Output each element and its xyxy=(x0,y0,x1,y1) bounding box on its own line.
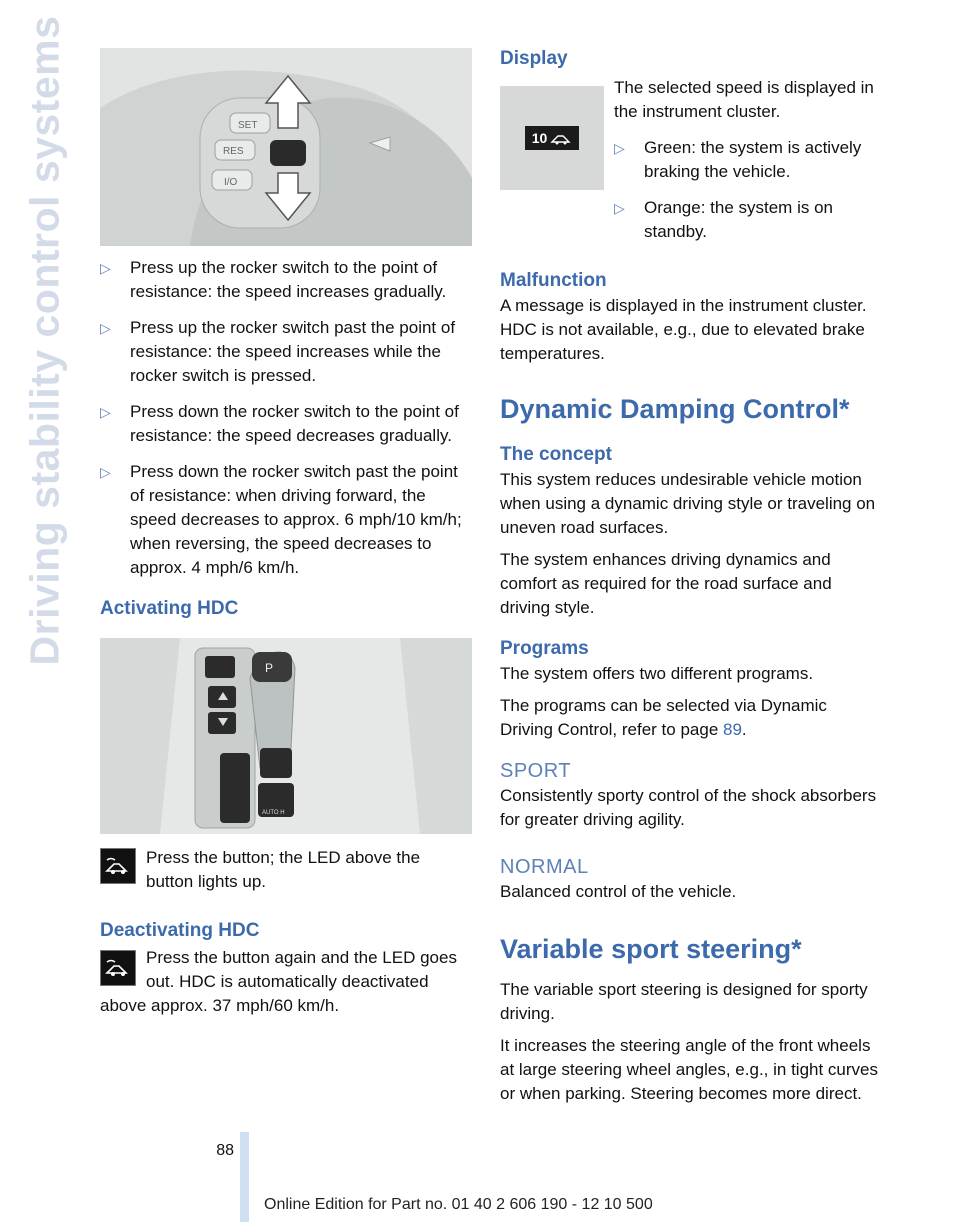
display-section xyxy=(500,76,880,256)
footer-accent-bar xyxy=(240,1132,249,1222)
res-label: RES xyxy=(223,146,244,157)
auto-hold-label: AUTO H xyxy=(262,810,285,816)
indicator-value: 10 xyxy=(531,130,548,146)
list-item xyxy=(100,400,472,448)
hdc-button-icon xyxy=(100,848,136,884)
steering-wheel-figure xyxy=(100,48,472,246)
deactivating-instruction xyxy=(100,946,472,1018)
list-item-text: Press down the rocker switch to the point of resistance: the speed decreases gradually. xyxy=(130,402,459,445)
left-column xyxy=(100,48,472,1018)
list-item xyxy=(614,196,880,244)
programs-text-2-main: The programs can be selected via Dynamic Driving Control, refer to page xyxy=(500,696,827,739)
activating-hdc-heading: Activating HDC xyxy=(100,598,239,619)
bullet-icon: ▷ xyxy=(100,404,111,420)
page-number: 88 xyxy=(216,1142,234,1159)
list-item xyxy=(614,136,880,184)
bullet-icon: ▷ xyxy=(100,320,111,336)
hdc-speed-indicator xyxy=(525,126,579,150)
right-column xyxy=(500,46,880,1106)
concept-heading: The concept xyxy=(500,444,612,465)
center-console-figure xyxy=(100,638,472,834)
io-label: I/O xyxy=(224,177,238,188)
programs-text-2 xyxy=(500,694,880,742)
park-label: P xyxy=(265,661,274,675)
display-heading: Display xyxy=(500,48,568,69)
list-item-text: Green: the system is actively braking the vehicle. xyxy=(644,138,862,181)
center-console-illustration xyxy=(100,638,472,834)
page-reference-link[interactable]: 89 xyxy=(723,720,742,739)
vss-heading: Variable sport steering* xyxy=(500,934,802,964)
programs-text-1: The system offers two different programs. xyxy=(500,664,814,683)
list-item-text: Press up the rocker switch to the point of resistance: the speed increases gradually. xyxy=(130,258,447,301)
list-item-text: Press up the rocker switch past the point of resistance: the speed increases while the rocker switch is pressed. xyxy=(130,318,456,385)
list-item-text: Press down the rocker switch past the point of resistance: when driving forward, the speed decreases to approx. 6 mph/10 km/h; when reversing, the speed decreases to approx. 4 mph/6 km/h. xyxy=(130,462,462,577)
malfunction-text: A message is displayed in the instrument cluster. HDC is not available, e.g., due to elevated brake temperatures. xyxy=(500,296,867,363)
display-text: The selected speed is displayed in the instrument cluster. xyxy=(614,78,874,121)
edition-footer: Online Edition for Part no. 01 40 2 606 190 - 12 10 500 xyxy=(264,1196,653,1213)
activating-instruction xyxy=(100,846,472,894)
list-item xyxy=(100,256,472,304)
list-item-text: Orange: the system is on standby. xyxy=(644,198,833,241)
set-label: SET xyxy=(238,120,258,131)
display-description xyxy=(614,76,880,256)
vss-text-2: It increases the steering angle of the front wheels at large steering wheel angles, e.g., in tight curves or when parking. Steering becomes more direct. xyxy=(500,1036,878,1103)
display-indicator-figure xyxy=(500,86,604,190)
rocker-switch-list xyxy=(100,256,472,580)
side-title-text: Driving stability control systems xyxy=(21,15,68,665)
side-section-title xyxy=(21,15,68,665)
bullet-icon: ▷ xyxy=(100,464,111,480)
malfunction-heading: Malfunction xyxy=(500,270,607,291)
normal-text: Balanced control of the vehicle. xyxy=(500,882,737,901)
deactivating-text: Press the button again and the LED goes out. HDC is automatically deactivated above approx. 37 mph/60 km/h. xyxy=(100,948,457,1015)
programs-text-2-end: . xyxy=(741,720,747,739)
display-status-list xyxy=(614,136,880,244)
sport-text: Consistently sporty control of the shock absorbers for greater driving agility. xyxy=(500,786,877,829)
list-item xyxy=(100,460,472,580)
activating-text: Press the button; the LED above the button lights up. xyxy=(146,848,421,891)
hdc-button-icon xyxy=(100,950,136,986)
steering-wheel-illustration xyxy=(100,48,472,246)
vss-text-1: The variable sport steering is designed for sporty driving. xyxy=(500,980,868,1023)
concept-text-1: This system reduces undesirable vehicle motion when using a dynamic driving style or traveling on uneven road surfaces. xyxy=(500,470,876,537)
car-descent-icon xyxy=(550,131,572,145)
bullet-icon: ▷ xyxy=(614,200,625,216)
concept-text-2: The system enhances driving dynamics and comfort as required for the road surface and driving style. xyxy=(500,550,832,617)
programs-heading: Programs xyxy=(500,638,589,659)
deactivating-hdc-heading: Deactivating HDC xyxy=(100,920,260,941)
bullet-icon: ▷ xyxy=(100,260,111,276)
ddc-heading: Dynamic Damping Control* xyxy=(500,394,850,424)
normal-heading: NORMAL xyxy=(500,856,589,878)
sport-heading: SPORT xyxy=(500,760,572,782)
list-item xyxy=(100,316,472,388)
bullet-icon: ▷ xyxy=(614,140,625,156)
